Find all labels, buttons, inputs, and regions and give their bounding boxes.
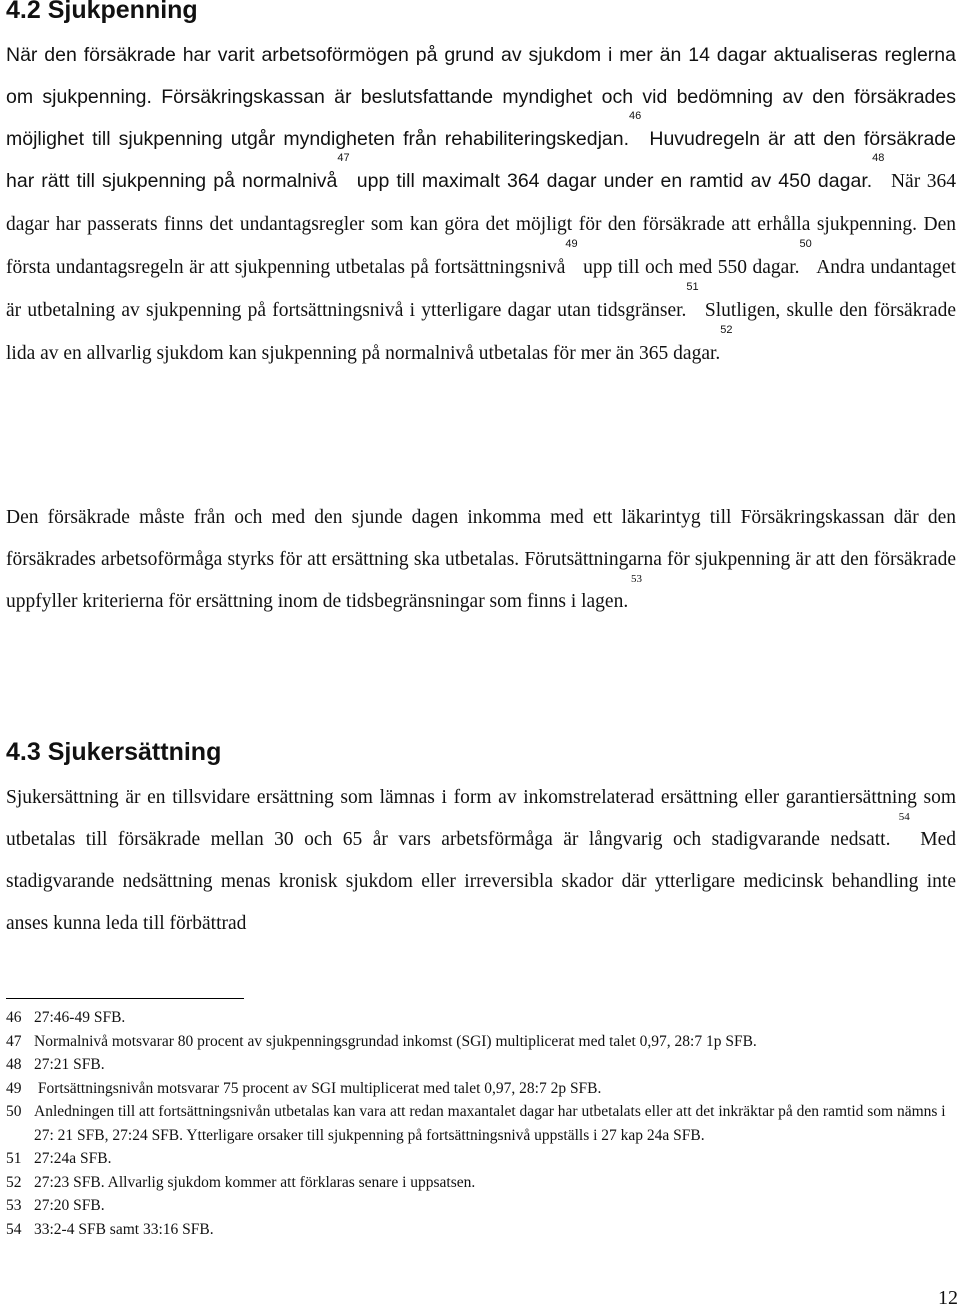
footnote-text: 27:20 SFB. <box>34 1197 105 1214</box>
footnote-text: 27:46-49 SFB. <box>34 1009 126 1026</box>
footnote-text: Fortsättningsnivån motsvarar 75 procent av SGI multiplicerat med talet 0,97, 28:7 2p SFB. <box>34 1079 602 1097</box>
footnote-47 <box>6 1030 946 1054</box>
paragraph-sjukersattning-1 <box>6 777 956 945</box>
footnote-ref-49: 49 <box>565 238 578 250</box>
footnote-54 <box>6 1218 946 1242</box>
footnote-51 <box>6 1147 946 1171</box>
footnote-text: Normalnivå motsvarar 80 procent av sjukpenningsgrundad inkomst (SGI) multiplicerat med talet 0,97, 28:7 1p SFB. <box>34 1032 757 1050</box>
footnote-text: 27:23 SFB. Allvarlig sjukdom kommer att förklaras senare i uppsatsen. <box>34 1173 476 1191</box>
footnote-ref-48: 48 <box>872 152 885 164</box>
paragraph-text: När den försäkrade har varit arbetsoförmögen på grund av sjukdom i mer än 14 dagar aktualiseras reglerna om sjukpenning. Försäkringskassan är beslutsfattande myndighet och vid bedömning av den försäkrades möjlighet till sjukpenning utgår myndigheten från rehabiliteringskedjan. <box>6 44 956 150</box>
page-number: 12 <box>938 1287 958 1309</box>
paragraph-text: När 364 dagar har passerats finns det undantagsregler som kan göra det möjligt för den försäkrade att erhålla sjukpenning. Den första undantagsregeln är att sjukpenning utbetalas på fortsättningsnivå <box>6 171 956 278</box>
footnote-53 <box>6 1194 946 1218</box>
footnote-number: 49 <box>6 1079 22 1097</box>
footnote-ref-47: 47 <box>337 152 350 164</box>
footnote-ref-53: 53 <box>628 573 642 585</box>
footnote-number: 50 <box>6 1103 22 1120</box>
paragraph-text: Slutligen, skulle den försäkrade lida av en allvarlig sjukdom kan sjukpenning på normalnivå utbetalas för mer än 365 dagar. <box>6 300 956 364</box>
footnote-number: 52 <box>6 1173 22 1191</box>
footnote-48 <box>6 1053 946 1077</box>
footnote-text: 33:2-4 SFB samt 33:16 SFB. <box>34 1220 214 1238</box>
footnote-number: 54 <box>6 1220 22 1238</box>
footnote-ref-46: 46 <box>629 110 642 122</box>
paragraph-sjukpenning-2 <box>6 497 956 623</box>
paragraph-text: Sjukersättning är en tillsvidare ersättning som lämnas i form av inkomstrelaterad ersättning eller garantiersättning som utbetalas till försäkrade mellan 30 och 65 år vars arbetsförmåga är långvarig och stadigvarande nedsatt. <box>6 787 956 850</box>
footnote-text: 27:24a SFB. <box>34 1150 112 1167</box>
footnote-49 <box>6 1077 946 1101</box>
footnote-50 <box>6 1100 946 1147</box>
section-heading-4-3: 4.3 Sjukersättning <box>6 738 222 766</box>
footnote-46 <box>6 1006 946 1030</box>
footnote-ref-54: 54 <box>890 811 910 823</box>
footnote-number: 53 <box>6 1197 22 1214</box>
footnote-number: 47 <box>6 1032 22 1050</box>
footnotes-list <box>6 1006 946 1241</box>
footnote-number: 48 <box>6 1056 22 1073</box>
footnote-ref-50: 50 <box>799 238 812 250</box>
section-heading-4-2: 4.2 Sjukpenning <box>6 0 198 24</box>
paragraph-text: upp till och med 550 dagar. <box>577 257 800 278</box>
paragraph-text: Den försäkrade måste från och med den sjunde dagen inkomma med ett läkarintyg till Försäkringskassan där den försäkrades arbetsoförmåga styrks för att ersättning ska utbetalas. Förutsättningarna för sjukpenning är att den försäkrade uppfyller kriterierna för ersättning inom de tidsbegränsningar som finns i lagen. <box>6 507 956 612</box>
footnote-text: Anledningen till att fortsättningsnivån utbetalas kan vara att redan maxantalet dagar har utbetalats eller att det inkräktar på den ramtid som nämns i 27: 21 SFB, 27:24 SFB. Ytterligare orsaker till sjukpenning på fortsättningsnivå uppställs i 27 kap 24a SFB. <box>34 1103 946 1144</box>
footnote-ref-51: 51 <box>686 281 699 293</box>
footnote-text: 27:21 SFB. <box>34 1056 105 1073</box>
footnote-number: 51 <box>6 1150 22 1167</box>
paragraph-text: upp till maximalt 364 dagar under en ramtid av 450 dagar. <box>349 170 873 192</box>
paragraph-text: Andra undantaget är utbetalning av sjukpenning på fortsättningsnivå i ytterligare dagar utan tidsgränser. <box>6 257 956 321</box>
paragraph-text: Med stadigvarande nedsättning menas kronisk sjukdom eller irreversibla skador där ytterligare medicinsk behandling inte anses kunna leda till förbättrad <box>6 829 957 934</box>
footnote-separator <box>6 998 244 999</box>
paragraph-sjukpenning-1 <box>6 34 956 375</box>
footnote-52 <box>6 1171 946 1195</box>
footnote-number: 46 <box>6 1009 22 1026</box>
paragraph-text: Huvudregeln är att den försäkrade har rätt till sjukpenning på normalnivå <box>6 128 956 192</box>
footnote-ref-52: 52 <box>720 324 733 336</box>
